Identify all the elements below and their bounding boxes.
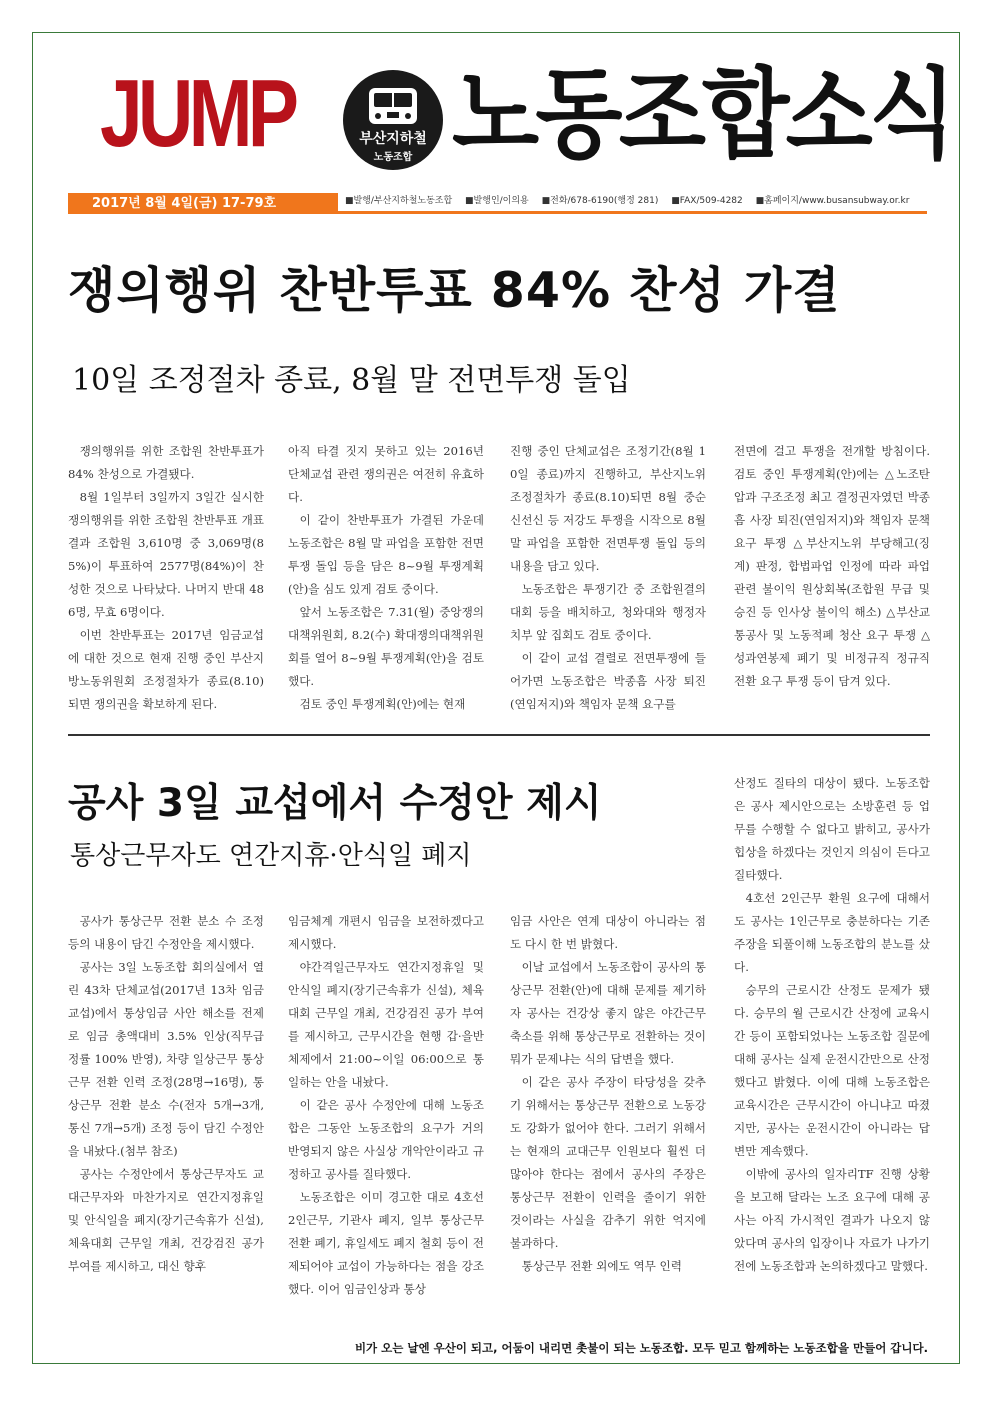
paragraph: 이 같은 공사 수정안에 대해 노동조합은 그동안 노동조합의 요구가 거의 반영되지 않은 사실상 개악안이라고 규정하고 공사를 질타했다. [288, 1098, 484, 1181]
paragraph: 이번 찬반투표는 2017년 임금교섭에 대한 것으로 현재 진행 중인 부산지방노동위원회 조정절차가 종료(8.10)되면 쟁의권을 확보하게 된다. [68, 628, 264, 711]
article1-subhead: 10일 조정절차 종료, 8월 말 전면투쟁 돌입 [72, 363, 631, 398]
phone: ■전화/678-6190(행정 281) [541, 196, 659, 206]
paragraph: 아직 타결 짓지 못하고 있는 2016년 단체교섭 관련 쟁의권은 여전히 유효하다. [288, 444, 484, 504]
paragraph: 노동조합은 이미 경고한 대로 4호선 2인근무, 기관사 폐지, 일부 통상근무 전환 폐기, 휴일세도 폐지 철회 등이 전제되어야 교섭이 가능하다는 점을 강조했다. 이어 임금인상과 통상 [288, 1190, 484, 1296]
paragraph: 임금체계 개편시 임금을 보전하겠다고 제시했다. [288, 914, 484, 951]
paragraph: 공사가 통상근무 전환 분소 수 조정 등의 내용이 담긴 수정안을 제시했다. [68, 914, 264, 951]
emblem-text-top: 부산지하철 [359, 131, 427, 147]
paragraph: 앞서 노동조합은 7.31(월) 중앙쟁의대책위원회, 8.2(수) 확대쟁의대책위원회를 열어 8~9월 투쟁계획(안)을 검토했다. [288, 605, 484, 688]
paragraph: 이 같이 교섭 결렬로 전면투쟁에 들어가면 노동조합은 박종흠 사장 퇴진(연임저지)와 책임자 문책 요구를 [510, 651, 706, 711]
publisher: ■발행/부산지하철노동조합 [345, 196, 453, 206]
article2-column-1 [68, 910, 264, 1278]
article1-column-3 [510, 440, 706, 716]
article1-column-4 [734, 440, 930, 693]
paragraph: 산정도 질타의 대상이 됐다. 노동조합은 공사 제시안으로는 소방훈련 등 업무를 수행할 수 없다고 밝히고, 공사가 힙상을 하겠다는 것인지 의심이 든다고 질타했다. [734, 776, 930, 882]
paragraph: 임금 사안은 연계 대상이 아니라는 점도 다시 한 번 밝혔다. [510, 914, 706, 951]
paragraph: 쟁의행위를 위한 조합원 찬반투표가 84% 찬성으로 가결됐다. [68, 444, 264, 481]
paragraph: 통상근무 전환 외에도 역무 인력 [521, 1259, 682, 1273]
article2-column-2 [288, 910, 484, 1301]
paragraph: 이 같은 공사 주장이 타당성을 갖추기 위해서는 통상근무 전환으로 노동강도 강화가 없어야 한다. 그러기 위해서는 현재의 교대근무 인원보다 훨씬 더 많아야 한다는 점에서 공사의 주장은 통상근무 전환이 인력을 줄이기 위한 것이라는 사실을 감추기 위한 억지에 불과하다. [510, 1075, 706, 1250]
article2-column-3 [510, 910, 706, 1278]
article1-column-2 [288, 440, 484, 716]
header-rule [338, 211, 927, 214]
article2-subhead: 통상근무자도 연간지휴·안식일 폐지 [70, 841, 472, 871]
paragraph: 노동조합은 투쟁기간 중 조합원결의대회 등을 배치하고, 청와대와 행정자치부 앞 집회도 검토 중이다. [510, 582, 706, 642]
paragraph: 전면에 걸고 투쟁을 전개할 방침이다. 검토 중인 투쟁계획(안)에는 △노조탄압과 구조조정 최고 결정권자였던 박종흠 사장 퇴진(연임저지)와 책임자 문책 요구 투쟁 △부산지노위 부당해고(징계) 판정, 합법파업 인정에 따라 파업 관련 불이익 원상회복(조합원 무급 및 승진 등 인사상 불이익 해소) △부산교통공사 및 노동적폐 청산 요구 투쟁 △성과연봉제 폐기 및 비정규직 정규직 전환 요구 투쟁 등이 담겨 있다. [734, 444, 930, 688]
paragraph: 야간격일근무자도 연간지정휴일 및 안식일 폐지(장기근속휴가 신설), 체육대회 근무일 개최, 건강검진 공가 부여를 제시하고, 근무시간을 현행 갑·을반 체제에서 21:00~이일 06:00으로 통일하는 안을 내놨다. [288, 960, 484, 1089]
emblem-text-bottom: 노동조합 [373, 152, 413, 163]
issue-date-band: 2017년 8월 4일(금) 17-79호 [68, 193, 338, 214]
subway-train-icon [363, 84, 423, 128]
paragraph: 이날 교섭에서 노동조합이 공사의 통상근무 전환(안)에 대해 문제를 제기하자 공사는 건강상 좋지 않은 야간근무 축소를 위해 통상근무로 전환하는 것이 뭐가 문제냐는 식의 답변을 했다. [510, 960, 706, 1066]
paragraph: 공사는 3일 노동조합 회의실에서 열린 43차 단체교섭(2017년 13차 임금교섭)에서 통상임금 사안 해소를 전제로 임금 총액대비 3.5% 인상(직무급 정률 100% 반영), 차량 일상근무 통상근무 전환 인력 조정(28명→16명), 통상근무 전환 분소 수(전자 5개→3개, 통신 7개→5개) 조정 등이 담긴 수정안을 내놨다.(첨부 참조) [68, 960, 264, 1158]
paragraph: 승무의 근로시간 산정도 문제가 됐다. 승무의 월 근로시간 산정에 교육시간 등이 포함되었나는 노동조합 질문에 대해 공사는 실제 운전시간만으로 산정했다고 밝혔다. 이에 대해 노동조합은 교육시간은 근무시간이 아니냐고 따졌지만, 공사는 운전시간이 아니라는 답변만 계속했다. [734, 983, 930, 1158]
footer-slogan: 비가 오는 날엔 우산이 되고, 어둠이 내리면 촛불이 되는 노동조합. 모두 믿고 함께하는 노동조합을 만들어 갑니다. [354, 1341, 928, 1355]
article2-column-4 [734, 772, 930, 1278]
fax: ■FAX/509-4282 [671, 196, 743, 206]
masthead-title: 노동조합소식 [452, 58, 953, 172]
paragraph: 이 같이 찬반투표가 가결된 가운데 노동조합은 8월 말 파업을 포함한 전면투쟁 돌입 등을 담은 8~9월 투쟁계획(안)을 심도 있게 검토 중이다. [288, 513, 484, 596]
jump-logo: JUMP [100, 60, 295, 167]
article2-headline: 공사 3일 교섭에서 수정안 제시 [68, 781, 602, 826]
paragraph: 4호선 2인근무 환원 요구에 대해서도 공사는 1인근무로 충분하다는 기존 주장을 되풀이해 노동조합의 분노를 샀다. [734, 891, 930, 974]
publisher-person: ■발행인/이의용 [465, 196, 529, 206]
homepage-link[interactable]: ■홈페이지/www.busansubway.or.kr [755, 196, 910, 206]
paragraph: 진행 중인 단체교섭은 조정기간(8월 10일 종료)까지 진행하고, 부산지노위 조정절차가 종료(8.10)되면 8월 중순 신선신 등 저강도 투쟁을 시작으로 8월 말 파업을 포함한 전면투쟁 돌입 등의 내용을 담고 있다. [510, 444, 706, 573]
paragraph: 공사는 수정안에서 통상근무자도 교대근무자와 마찬가지로 연간지정휴일 및 안식일을 폐지(장기근속휴가 신설), 체육대회 근무일 개최, 건강검진 공가 부여를 제시하고, 대신 향후 [68, 1167, 264, 1273]
paragraph: 검토 중인 투쟁계획(안)에는 현재 [299, 697, 466, 711]
paragraph: 8월 1일부터 3일까지 3일간 실시한 쟁의행위를 위한 조합원 찬반투표 개표 결과 조합원 3,610명 중 3,069명(85%)이 투표하여 2577명(84%)이 찬성한 것으로 나타났다. 나머지 반대 486명, 무효 6명이다. [68, 490, 264, 619]
publisher-info [345, 194, 930, 208]
paragraph: 이밖에 공사의 일자리TF 진행 상황을 보고해 달라는 노조 요구에 대해 공사는 아직 가시적인 결과가 나오지 않았다며 공사의 입장이나 자료가 나가기 전에 노동조합과 논의하겠다고 말했다. [734, 1167, 930, 1273]
article1-column-1 [68, 440, 264, 716]
union-emblem [343, 70, 443, 170]
article1-headline: 쟁의행위 찬반투표 84% 찬성 가결 [68, 262, 841, 319]
article-separator [68, 734, 930, 736]
